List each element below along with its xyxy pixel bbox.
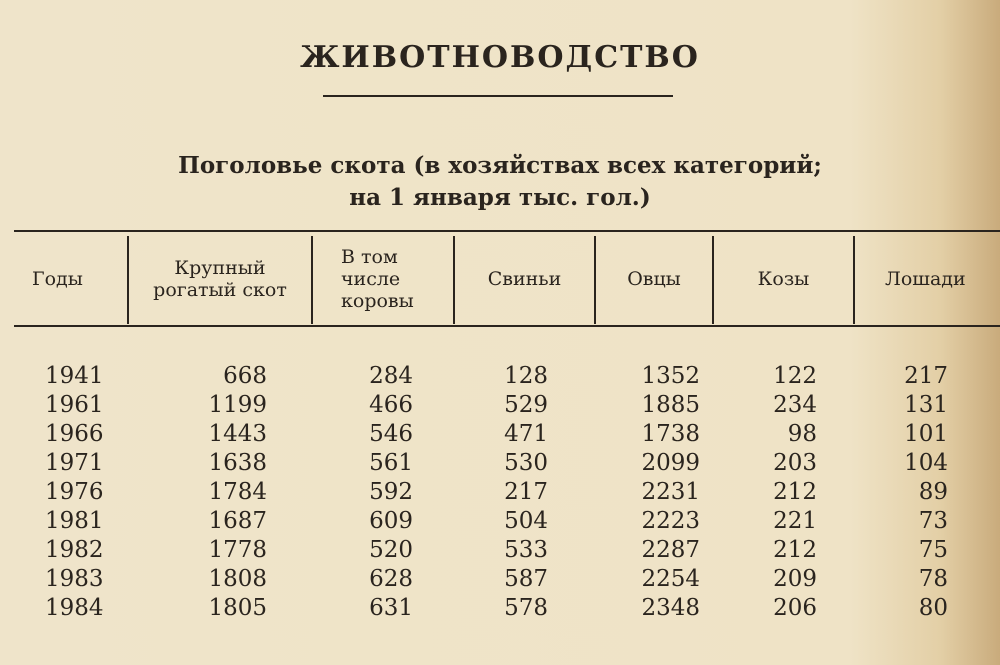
header-horses [885, 232, 1000, 326]
cell-pigs: 533 [504, 537, 548, 563]
cell-pigs: 530 [504, 450, 548, 476]
cell-horses: 131 [904, 392, 948, 418]
table-caption [0, 150, 1000, 214]
cell-pigs: 587 [504, 566, 548, 592]
cell-horses: 75 [918, 537, 948, 563]
cell-cattle: 1199 [208, 392, 267, 418]
header-sheep-label: Овцы [627, 268, 681, 290]
cell-year: 1981 [45, 508, 104, 534]
header-cows-line-3: коровы [341, 290, 414, 312]
table-row [0, 478, 1000, 507]
cell-goats: 234 [773, 392, 817, 418]
cell-pigs: 504 [504, 508, 548, 534]
cell-goats: 212 [773, 537, 817, 563]
table-row [0, 507, 1000, 536]
table-row [0, 449, 1000, 478]
cell-year: 1984 [45, 595, 104, 621]
cell-cattle: 668 [223, 363, 267, 389]
cell-cows: 631 [369, 595, 413, 621]
cell-goats: 203 [773, 450, 817, 476]
cell-cattle: 1808 [208, 566, 267, 592]
header-horses-label: Лошади [885, 268, 966, 290]
cell-cows: 546 [369, 421, 413, 447]
cell-horses: 78 [918, 566, 948, 592]
cell-horses: 104 [904, 450, 948, 476]
cell-cattle: 1687 [208, 508, 267, 534]
header-cows-line-1: В том [341, 246, 398, 268]
cell-sheep: 1885 [641, 392, 700, 418]
cell-horses: 217 [904, 363, 948, 389]
header-goats-label: Козы [757, 268, 810, 290]
header-goats [714, 232, 853, 326]
cell-year: 1976 [45, 479, 104, 505]
header-years [32, 232, 126, 326]
cell-horses: 89 [918, 479, 948, 505]
header-pigs-label: Свиньи [487, 268, 562, 290]
cell-cattle: 1784 [208, 479, 267, 505]
header-sheep [596, 232, 712, 326]
cell-year: 1983 [45, 566, 104, 592]
cell-goats: 122 [773, 363, 817, 389]
table-row [0, 536, 1000, 565]
cell-horses: 80 [918, 595, 948, 621]
cell-goats: 206 [773, 595, 817, 621]
table-row [0, 565, 1000, 594]
cell-cattle: 1805 [208, 595, 267, 621]
column-divider [853, 236, 855, 324]
table-caption-line-2: на 1 января тыс. гол.) [349, 184, 651, 211]
cell-cows: 592 [369, 479, 413, 505]
cell-sheep: 2231 [641, 479, 700, 505]
cell-cattle: 1778 [208, 537, 267, 563]
cell-year: 1961 [45, 392, 104, 418]
cell-goats: 221 [773, 508, 817, 534]
cell-year: 1941 [45, 363, 104, 389]
cell-cattle: 1443 [208, 421, 267, 447]
table-row [0, 420, 1000, 449]
cell-goats: 98 [787, 421, 817, 447]
header-cows [341, 232, 451, 326]
cell-pigs: 217 [504, 479, 548, 505]
cell-pigs: 578 [504, 595, 548, 621]
cell-horses: 101 [904, 421, 948, 447]
header-pigs [455, 232, 594, 326]
cell-year: 1971 [45, 450, 104, 476]
section-title: ЖИВОТНОВОДСТВО [300, 40, 700, 75]
column-divider [311, 236, 313, 324]
cell-sheep: 2223 [641, 508, 700, 534]
cell-cows: 520 [369, 537, 413, 563]
cell-sheep: 1352 [641, 363, 700, 389]
cell-horses: 73 [918, 508, 948, 534]
cell-sheep: 1738 [641, 421, 700, 447]
cell-pigs: 471 [504, 421, 548, 447]
cell-cows: 561 [369, 450, 413, 476]
header-cattle-line-2: рогатый скот [153, 279, 287, 301]
table-row [0, 391, 1000, 420]
header-years-label: Годы [32, 268, 83, 290]
cell-cattle: 1638 [208, 450, 267, 476]
table-row [0, 362, 1000, 391]
table-row [0, 594, 1000, 623]
title-underline [323, 95, 673, 97]
cell-cows: 609 [369, 508, 413, 534]
cell-cows: 284 [369, 363, 413, 389]
cell-pigs: 529 [504, 392, 548, 418]
cell-goats: 212 [773, 479, 817, 505]
cell-sheep: 2287 [641, 537, 700, 563]
header-cattle-line-1: Крупный [174, 257, 266, 279]
cell-sheep: 2099 [641, 450, 700, 476]
cell-cows: 628 [369, 566, 413, 592]
cell-goats: 209 [773, 566, 817, 592]
cell-year: 1966 [45, 421, 104, 447]
header-cows-line-2: числе [341, 268, 401, 290]
cell-year: 1982 [45, 537, 104, 563]
cell-sheep: 2254 [641, 566, 700, 592]
cell-pigs: 128 [504, 363, 548, 389]
table-caption-line-1: Поголовье скота (в хозяйствах всех категорий; [178, 152, 822, 179]
header-cattle [129, 232, 311, 326]
cell-cows: 466 [369, 392, 413, 418]
cell-sheep: 2348 [641, 595, 700, 621]
